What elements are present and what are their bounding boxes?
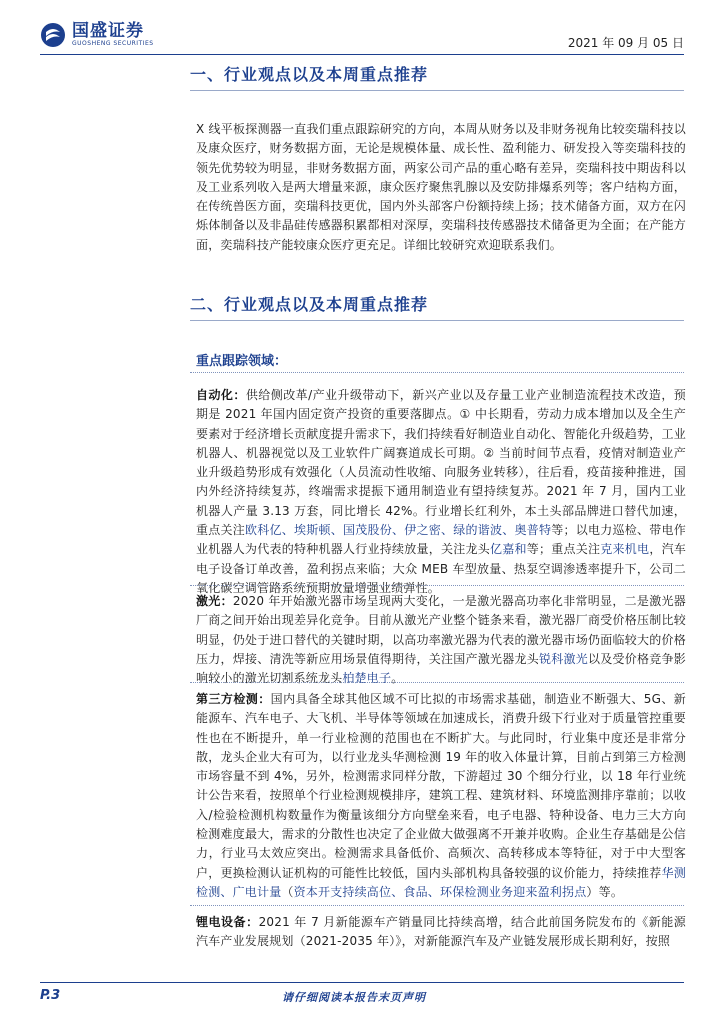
automation-highlight-3: 克来机电 [600, 542, 650, 557]
laser-text-1: 2020 年开始激光器市场呈现两大变化，一是激光器高功率化非常明显，二是激光器厂商之间开始出现差异化竞争。目前从激光产业整个链条来看，激光器厂商受价格压制比较明显，仍处于进口替代的关键时期，以高功率激光器为代表的激光器市场仍面临较大的价格压力，焊接、清洗等新应用场景值得期待，关注国产激光器龙头 [196, 594, 686, 666]
testing-text-3: ）等。 [586, 884, 624, 899]
dotted-divider-2 [190, 585, 684, 586]
dotted-divider-4 [190, 905, 684, 906]
footer-disclaimer: 请仔细阅读本报告末页声明 [282, 991, 426, 1004]
battery-block [196, 913, 686, 953]
automation-lead: 自动化： [196, 388, 246, 402]
laser-text-2: 以及受价格竞争影响较小的激光切割系统龙头 [196, 651, 687, 686]
page-number: P.3 [40, 988, 61, 1003]
testing-block [196, 690, 686, 902]
footer-divider [40, 982, 684, 983]
page-header [0, 0, 724, 58]
company-logo [40, 22, 154, 48]
laser-lead: 激光： [196, 594, 233, 608]
battery-text-1: 2021 年 7 月新能源车产销量同比持续高增，结合此前国务院发布的《新能源汽车产业发展规划（2021-2035 年）》，对新能源汽车及产业链发展形成长期利好，按照 [196, 915, 686, 949]
section-1-title-rule [190, 90, 684, 91]
report-date: 2021 年 09 月 05 日 [567, 36, 684, 50]
battery-lead: 锂电设备： [196, 915, 259, 929]
testing-lead: 第三方检测： [196, 692, 271, 706]
laser-paragraph [196, 592, 686, 688]
testing-text-2: （ [281, 884, 294, 899]
focus-areas-heading: 重点跟踪领域： [196, 354, 288, 369]
laser-highlight-1: 锐科激光 [539, 651, 589, 666]
battery-paragraph [196, 913, 686, 952]
logo-english-name: GUOSHENG SECURITIES [72, 40, 154, 47]
automation-text-2: 等；以电力巡检、带电作业机器人为代表的特种机器人行业持续放量，关注龙头 [196, 523, 686, 557]
header-divider [40, 54, 684, 55]
section-2-title: 二、行业观点以及本周重点推荐 [190, 295, 429, 314]
automation-text-4: ，汽车电子设备订单改善，盈利拐点来临；大众 MEB 车型放量、热泵空调渗透率提升下，公司二氧化碳空调管路系统预期放量增强业绩弹性。 [196, 542, 687, 595]
automation-highlight-1: 欧科亿、埃斯顿、国茂股份、伊之密、绿的谐波、奥普特 [245, 523, 552, 538]
testing-highlight-1: 华测检测、广电计量 [196, 865, 686, 899]
guosheng-logo-icon [40, 22, 66, 48]
automation-text-3: 等；重点关注 [526, 542, 601, 557]
automation-block [196, 386, 686, 598]
laser-highlight-2: 柏楚电子 [342, 671, 392, 686]
section-2-title-rule [190, 320, 684, 321]
automation-highlight-2: 亿嘉和 [490, 542, 527, 557]
testing-highlight-2: 资本开支持续高位、食品、环保检测业务迎来盈利拐点 [293, 884, 587, 899]
automation-text-1: 供给侧改革/产业升级带动下，新兴产业以及存量工业产业制造流程技术改造，预期是 2021 年国内固定资产投资的重要落脚点。① 中长期看，劳动力成本增加以及全生产要素对于经济增长贡献度提升需求下，我们持续看好制造业自动化、智能化升级趋势，工业机器人、机器视觉以及工业软件广阔赛道成长可期。② 当前时间节点看，疫情对制造业产业升级趋势形成有效强化（人员流动性收缩、向服务业转移），往后看，疫苗接种推进，国内外经济持续复苏，终端需求提振下通用制造业有望持续复苏。2021 年 7 月，国内工业机器人产量 3.13 万套，同比增长 42%。行业增长红利外，本土头部品牌进口替代加速，重点关注 [196, 388, 686, 538]
section-1-paragraph [196, 120, 686, 255]
dotted-divider-1 [190, 372, 684, 373]
logo-chinese-name: 国盛证券 [72, 21, 144, 41]
laser-block [196, 592, 686, 688]
testing-paragraph [196, 690, 686, 902]
dotted-divider-3 [190, 682, 684, 683]
laser-text-3: 。 [391, 671, 404, 686]
section-1-text: X 线平板探测器一直我们重点跟踪研究的方向，本周从财务以及非财务视角比较奕瑞科技以及康众医疗，财务数据方面，无论是规模体量、成长性、盈利能力、研发投入等奕瑞科技的领先优势较为明显，非财务数据方面，两家公司产品的重心略有差异，奕瑞科技中期齿科以及工业系列收入是两大增量来源，康众医疗聚焦乳腺以及安防排爆系列等；客户结构方面，在传统兽医方面，奕瑞科技更优，国内外头部客户份额持续上扬；技术储备方面，双方在闪烁体制备以及非晶硅传感器积累都相对深厚，奕瑞科技传感器技术储备更为全面；在产能方面，奕瑞科技产能较康众医疗更充足。详细比较研究欢迎联系我们。 [196, 122, 686, 252]
testing-text-1: 国内具备全球其他区域不可比拟的市场需求基础，制造业不断强大、5G、新能源车、汽车电子、大飞机、半导体等领域在加速成长，消费升级下行业对于质量管控重要性也在不断提升，单一行业检测的范围也在不断扩大。与此同时，行业集中度还是非常分散，龙头企业大有可为，以行业龙头华测检测 19 年的收入体量计算，目前占到第三方检测市场容量不到 4%，另外，检测需求同样分散，下游超过 30 个细分行业，以 18 年行业统计公告来看，按照单个行业检测规模排序，建筑工程、建筑材料、环境监测排序靠前；以收入/检验检测机构数量作为衡量该细分方向壁垒来看，电子电器、特种设备、电力三大方向检测难度最大，需求的分散性也决定了企业做大做强离不开兼并收购。企业生存基础是公信力，行业马太效应突出。检测需求具备低价、高频次、高转移成本等特征，对于中大型客户，更换检测认证机构的可能性比较低，国内头部机构具备较强的议价能力，持续推荐 [196, 692, 686, 880]
section-1-title: 一、行业观点以及本周重点推荐 [190, 65, 429, 84]
automation-paragraph [196, 386, 686, 598]
